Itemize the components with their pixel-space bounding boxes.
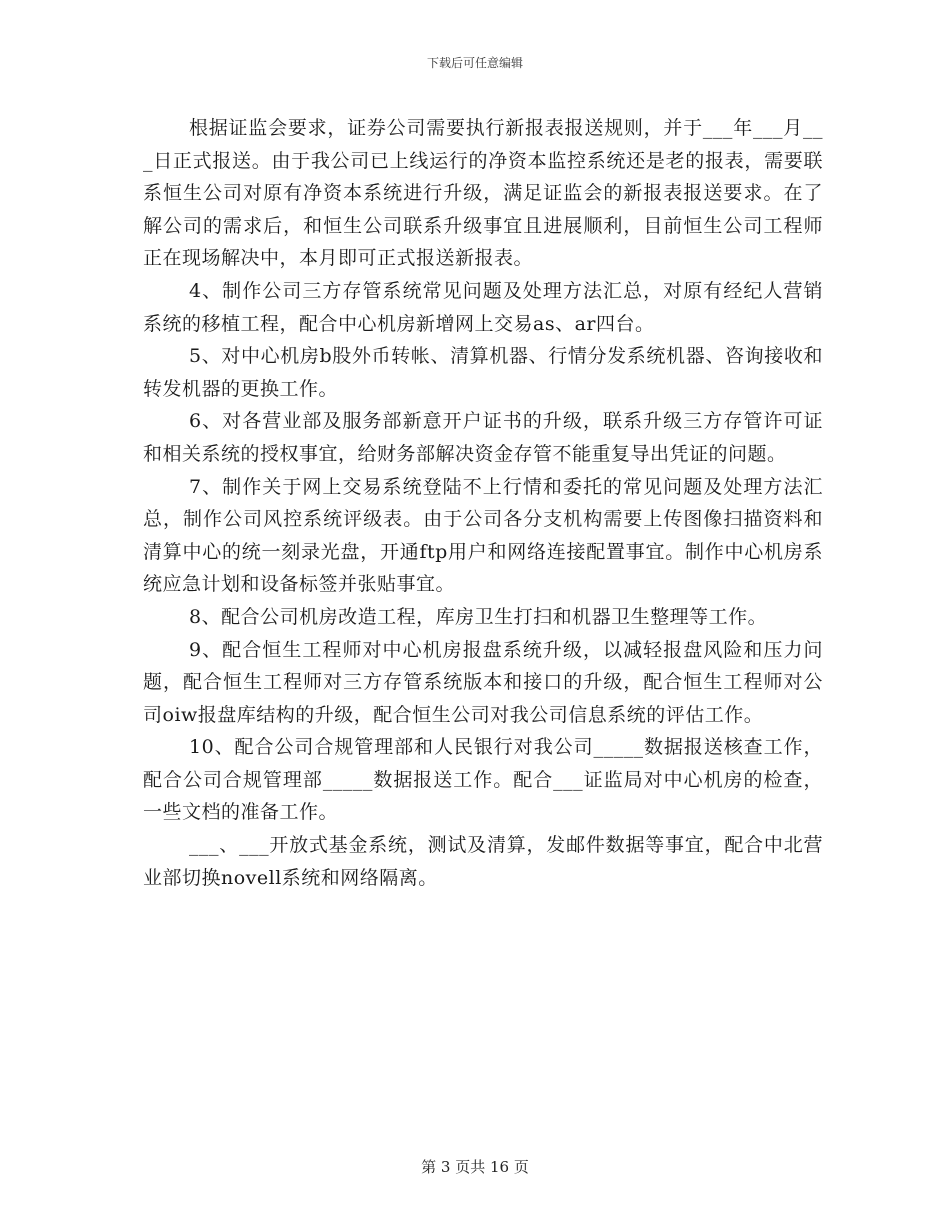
- paragraph-item-8: 8、配合公司机房改造工程，库房卫生打扫和机器卫生整理等工作。: [189, 605, 768, 628]
- paragraph-item-9: 9、配合恒生工程师对中心机房报盘系统升级，以减轻报盘风险和压力问题，配合恒生工程师对三方存管系统版本和接口的升级，配合恒生工程师对公司oiw报盘库结构的升级，配合恒生公司对我公司信息系统的评估工作。: [143, 638, 823, 726]
- paragraph-fund-system: ___、___开放式基金系统，测试及清算，发邮件数据等事宜，配合中北营业部切换novell系统和网络隔离。: [143, 834, 823, 889]
- paragraph-item-7: 7、制作关于网上交易系统登陆不上行情和委托的常见问题及处理方法汇总，制作公司风控系统评级表。由于公司各分支机构需要上传图像扫描资料和清算中心的统一刻录光盘，开通ftp用户和网络连接配置事宜。制作中心机房系统应急计划和设备标签并张贴事宜。: [143, 475, 823, 596]
- paragraph-item-6: 6、对各营业部及服务部新意开户证书的升级，联系升级三方存管许可证和相关系统的授权事宜，给财务部解决资金存管不能重复导出凭证的问题。: [143, 410, 823, 465]
- page-number: 第 3 页共 16 页: [421, 1158, 529, 1176]
- document-body: [143, 112, 823, 894]
- paragraph-item-4: 4、制作公司三方存管系统常见问题及处理方法汇总，对原有经纪人营销系统的移植工程，配合中心机房新增网上交易as、ar四台。: [143, 279, 823, 335]
- paragraph-item-5: 5、对中心机房b股外币转帐、清算机器、行情分发系统机器、咨询接收和转发机器的更换工作。: [143, 345, 823, 400]
- paragraph-upgrade-report: 根据证监会要求，证券公司需要执行新报表报送规则，并于___年___月___日正式报送。由于我公司已上线运行的净资本监控系统还是老的报表，需要联系恒生公司对原有净资本系统进行升级，满足证监会的新报表报送要求。在了解公司的需求后，和恒生公司联系升级事宜且进展顺利，目前恒生公司工程师正在现场解决中，本月即可正式报送新报表。: [143, 117, 823, 270]
- paragraph-item-10: 10、配合公司合规管理部和人民银行对我公司_____数据报送核查工作，配合公司合规管理部_____数据报送工作。配合___证监局对中心机房的检查，一些文档的准备工作。: [143, 736, 823, 824]
- page-header: 下载后可任意编辑: [426, 56, 523, 70]
